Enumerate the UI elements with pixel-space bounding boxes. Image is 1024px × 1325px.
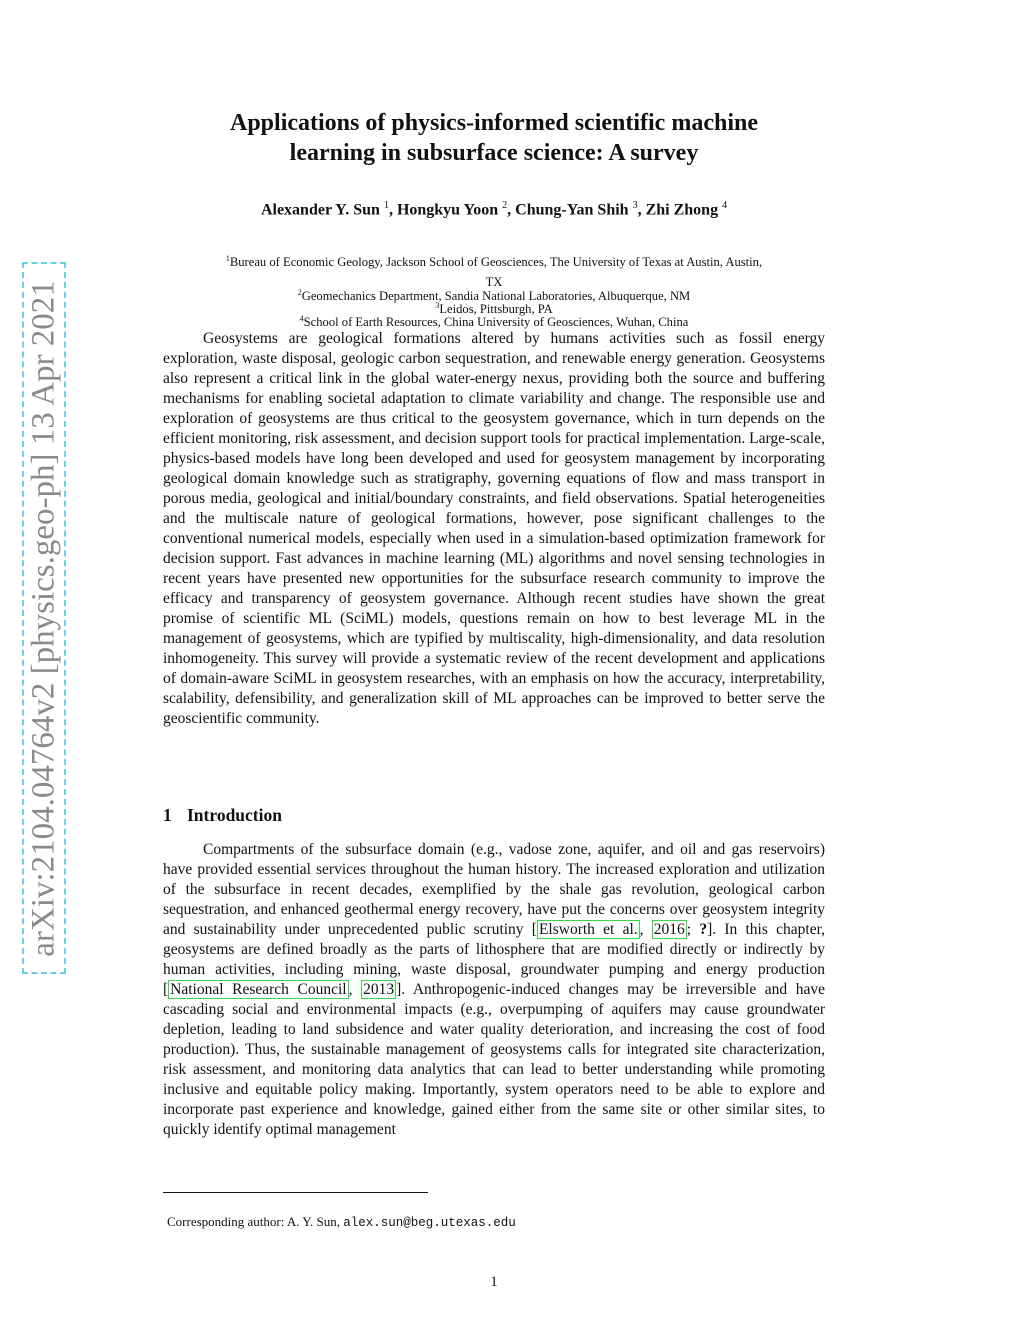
author-email[interactable]: alex.sun@beg.utexas.edu [343, 1216, 516, 1230]
footnote-rule [163, 1192, 428, 1193]
affiliation-text: Bureau of Economic Geology, Jackson School of Geosciences, The University of Texas at Austin, Austin, [229, 255, 763, 270]
arxiv-identifier: arXiv:2104.04764v2 [physics.geo-ph] 13 Apr 2021 [25, 279, 62, 957]
author-affil-mark: 3 [632, 200, 638, 211]
cite-separator: ; [686, 921, 700, 938]
section-number: 1 [163, 805, 172, 825]
title-line-2: learning in subsurface science: A survey [289, 140, 699, 166]
author-list [160, 200, 828, 219]
footnote-label: Corresponding author: A. Y. Sun, [167, 1214, 344, 1229]
section-title: Introduction [187, 805, 282, 825]
section-heading [163, 805, 282, 826]
affiliation-text: Geomechanics Department, Sandia National Laboratories, Albuquerque, NM [301, 289, 691, 304]
cite-separator: , [348, 981, 362, 998]
affiliation-mark: 2 [297, 288, 302, 297]
author-name: Hongkyu Yoon [396, 201, 499, 219]
author-name: Zhi Zhong [645, 201, 719, 219]
author-separator: , [637, 201, 646, 219]
affiliation-mark: 3 [435, 301, 440, 310]
citation-link[interactable]: 2016 [653, 921, 685, 938]
citation-link[interactable]: National Research Council [170, 981, 347, 998]
author-affil-mark: 1 [383, 200, 389, 211]
abstract-text: Geosystems are geological formations altered by humans activities such as fossil energy exploration, waste disposal, geologic carbon sequestration, and renewable energy generation. Geosystems also represent a critical link in the global water-energy nexus, providing both the source and buffering mechanisms for enabling societal adaptation to climate variability and change. The responsible use and exploration of geosystems are thus critical to the geosystem governance, which in turn depends on the efficient monitoring, risk assessment, and decision support tools for practical implementation. Large-scale, physics-based models have long been developed and used for geosystem management by incorporating geological domain knowledge such as stratigraphy, governing equations of flow and mass transport in porous media, geological and initial/boundary constraints, and field observations. Spatial heterogeneities and the multiscale nature of geological formations, however, pose significant challenges to the conventional numerical models, especially when used in a simulation-based optimization framework for decision support. Fast advances in machine learning (ML) algorithms and novel sensing technologies in recent years have presented new opportunities for the subsurface research community to improve the efficacy and transparency of geosystem governance. Although recent studies have shown the great promise of scientific ML (SciML) models, questions remain on how to best leverage ML in the management of geosystems, which are typified by multiscality, high-dimensionality, and data resolution inhomogeneity. This survey will provide a systematic review of the recent development and applications of domain-aware SciML in geosystem researches, with an emphasis on how the accuracy, interpretability, scalability, defensibility, and generalization skill of ML approaches can be improved to better serve the geoscientific community. [163, 330, 825, 727]
citation-link[interactable]: Elsworth et al. [538, 921, 638, 938]
affiliation-1 [160, 252, 828, 289]
affiliation-text: TX [485, 275, 503, 290]
affiliation-mark: 4 [299, 314, 304, 323]
intro-text: Compartments of the subsurface domain (e.g., vadose zone, aquifer, and oil and gas reservoirs) have provided essential services throughout the human history. The increased exploration and utilization of the subsurface in recent decades, exemplified by the shale gas revolution, geological carbon sequestration, and enhanced geothermal energy recovery, have put the concerns over geosystem integrity and sustainability under unprecedented public scrutiny [163, 841, 825, 938]
cite-separator: , [639, 921, 652, 938]
author-affil-mark: 4 [722, 200, 728, 211]
introduction-paragraph [163, 840, 825, 1140]
paper-title [160, 108, 828, 168]
page-number: 1 [490, 1274, 498, 1290]
author-name: Alexander Y. Sun [260, 201, 380, 219]
author-affil-mark: 2 [502, 200, 508, 211]
title-line-1: Applications of physics-informed scientific machine [230, 110, 758, 136]
author-separator: , [388, 201, 397, 219]
missing-citation-mark: ? [699, 921, 708, 938]
affiliation-text: School of Earth Resources, China University of Geosciences, Wuhan, China [303, 315, 689, 330]
cite-bracket: [ [163, 981, 169, 998]
affiliation-4 [160, 312, 828, 329]
citation-link[interactable]: 2013 [363, 981, 395, 998]
arxiv-side-stamp [22, 262, 66, 974]
affiliation-mark: 1 [225, 254, 230, 263]
intro-text: ]. Anthropogenic-induced changes may be irreversible and have cascading social and environmental impacts (e.g., overpumping of aquifers may cause groundwater depletion, leading to land subsidence and water quality deterioration, and increasing the cost of food production). Thus, the sustainable management of geosystems calls for integrated site characterization, risk assessment, and monitoring data analytics that can lead to better understanding while promoting inclusive and equitable policy making. Importantly, system operators need to be able to explore and incorporate past experience and knowledge, gained either from the same site or other similar sites, to quickly identify optimal management [163, 981, 826, 1138]
intro-text: ]. In this chapter, geosystems are defined broadly as the parts of lithosphere that are modified directly or indirectly by human activities, including mining, waste disposal, groundwater pumping and energy production [163, 921, 825, 978]
abstract [163, 329, 825, 729]
affiliation-text: Leidos, Pittsburgh, PA [439, 302, 553, 317]
author-name: Chung-Yan Shih [515, 201, 629, 219]
footnote [167, 1214, 516, 1230]
cite-bracket: [ [531, 921, 537, 938]
author-separator: , [507, 201, 516, 219]
